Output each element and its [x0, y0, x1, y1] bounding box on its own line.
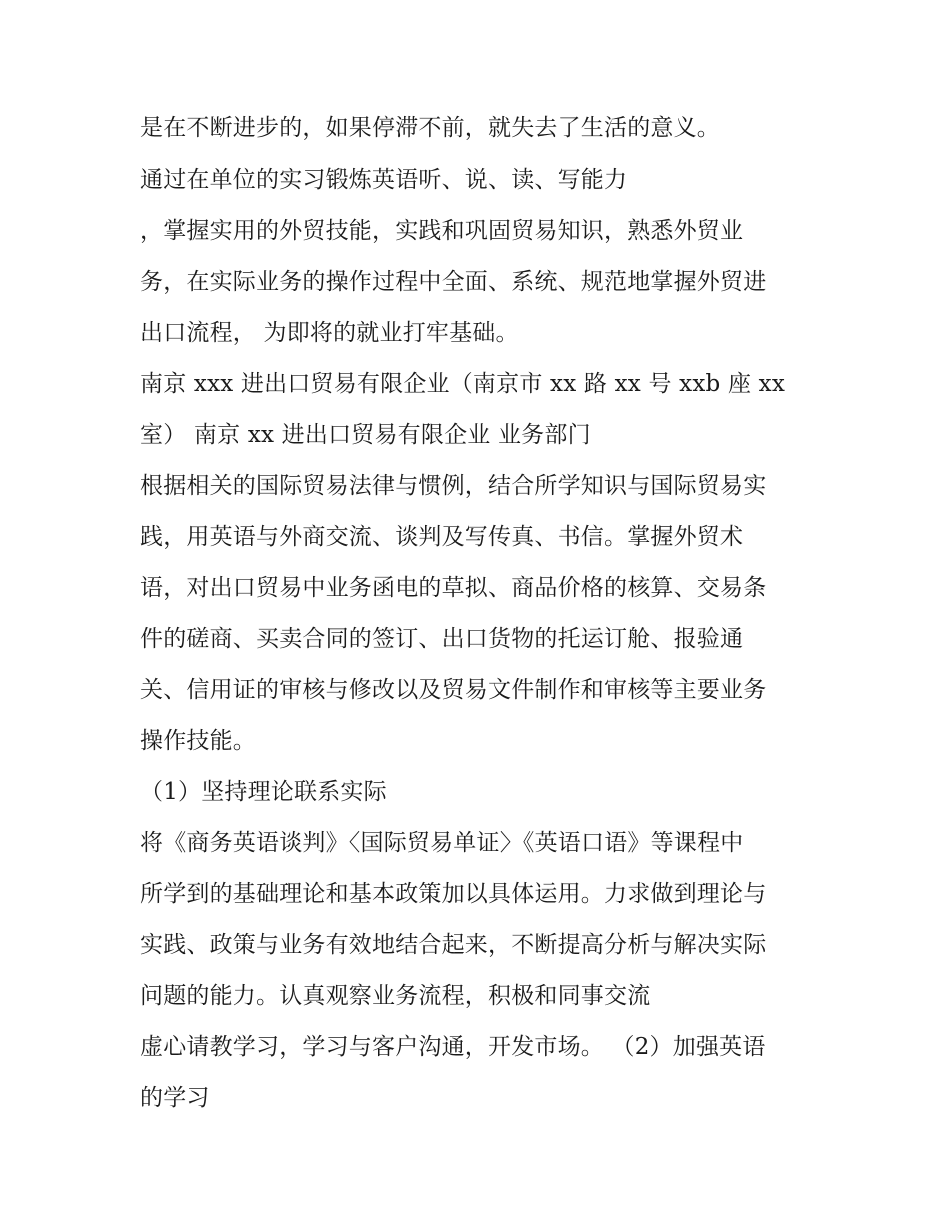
text-line: ，掌握实用的外贸技能，实践和巩固贸易知识，熟悉外贸业 — [140, 218, 744, 244]
text-line: 的学习 — [140, 1085, 210, 1111]
text-line: 出口流程， 为即将的就业打牢基础。 — [140, 320, 519, 346]
section-heading: （1）坚持理论联系实际 — [140, 779, 387, 805]
text-line: 通过在单位的实习锻炼英语听、说、读、写能力 — [140, 167, 628, 193]
text-line: 实践、政策与业务有效地结合起来，不断提高分析与解决实际 — [140, 932, 767, 958]
text-line: 是在不断进步的，如果停滞不前，就失去了生活的意义。 — [140, 115, 720, 141]
text-line: 践，用英语与外商交流、谈判及写传真、书信。掌握外贸术 — [140, 524, 744, 550]
text-line: 将《商务英语谈判》〈国际贸易单证〉《英语口语》等课程中 — [140, 830, 744, 856]
text-line: 所学到的基础理论和基本政策加以具体运用。力求做到理论与 — [140, 881, 767, 907]
text-line: 问题的能力。认真观察业务流程，积极和同事交流 — [140, 983, 651, 1009]
text-line: 室） 南京 xx 进出口贸易有限企业 业务部门 — [140, 422, 591, 448]
text-line: 根据相关的国际贸易法律与惯例，结合所学知识与国际贸易实 — [140, 473, 767, 499]
text-line: 南京 xxx 进出口贸易有限企业（南京市 xx 路 xx 号 xxb 座 xx — [140, 371, 786, 397]
text-line: 操作技能。 — [140, 728, 256, 754]
text-line: 务，在实际业务的操作过程中全面、系统、规范地掌握外贸进 — [140, 269, 767, 295]
text-line: 语，对出口贸易中业务函电的草拟、商品价格的核算、交易条 — [140, 575, 767, 601]
text-line: 件的磋商、买卖合同的签订、出口货物的托运订舱、报验通 — [140, 626, 744, 652]
text-line: 关、信用证的审核与修改以及贸易文件制作和审核等主要业务 — [140, 677, 767, 703]
text-line: 虚心请教学习，学习与客户沟通，开发市场。 （2）加强英语 — [140, 1034, 766, 1060]
